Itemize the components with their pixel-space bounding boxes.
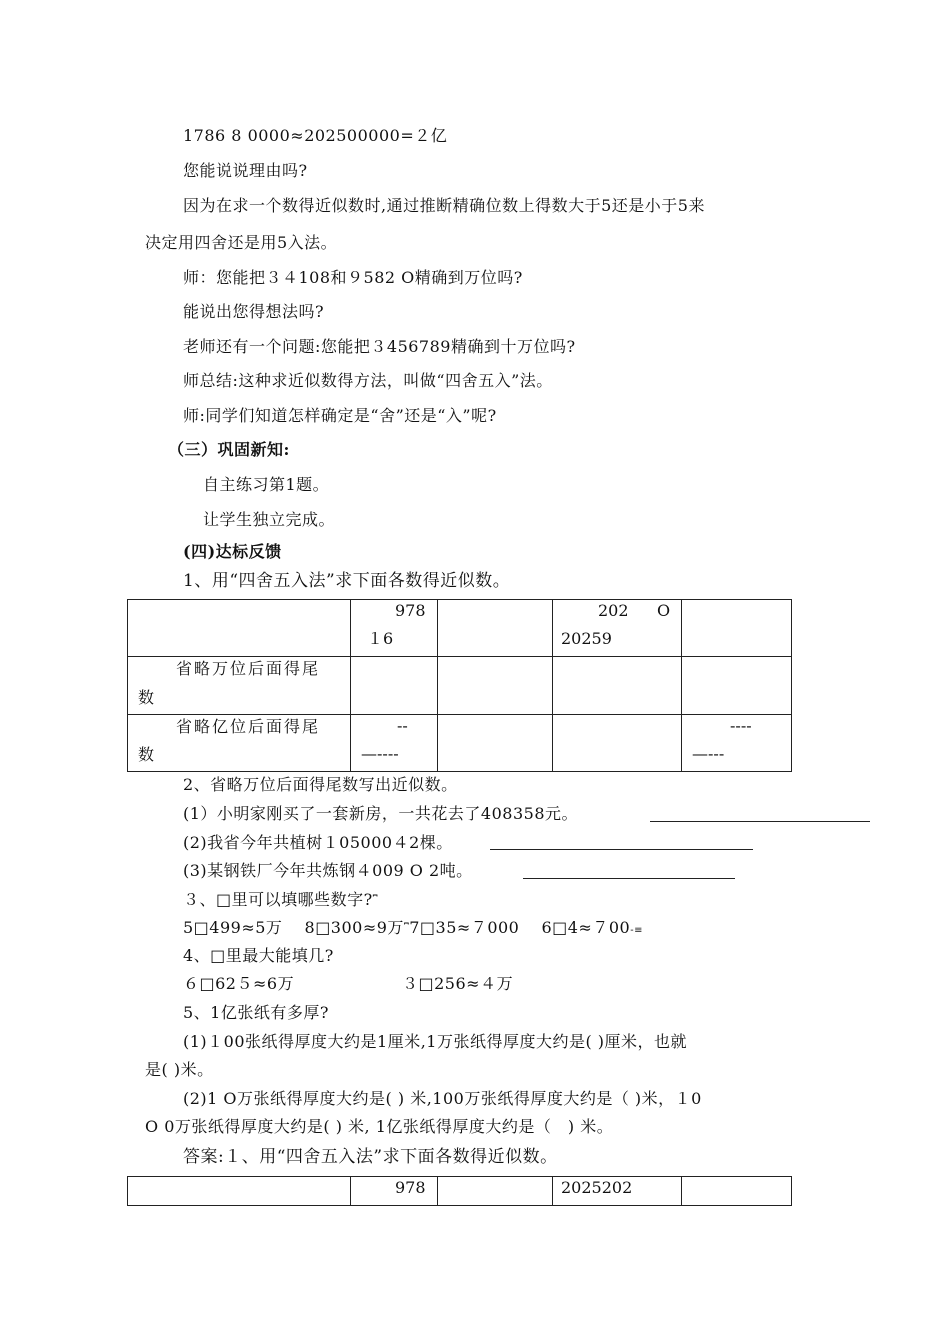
table-cell (351, 600, 438, 657)
question-title (183, 889, 378, 912)
table-cell (128, 1177, 351, 1206)
table-cell (553, 1177, 682, 1206)
cell-text: —--- (692, 744, 725, 763)
table-cell (351, 1177, 438, 1206)
paragraph-line: 师:同学们知道怎样确定是“舍”还是“入”呢? (183, 406, 497, 425)
row-header: 省略亿位后面得尾 (176, 717, 321, 736)
row-header: 数 (138, 688, 155, 707)
question-item: O 0万张纸得厚度大约是( ) 米, 1亿张纸得厚度大约是（ ) 米。 (145, 1117, 614, 1136)
table-cell (128, 657, 351, 715)
cell-text: 2025202 (561, 1178, 633, 1197)
paragraph-line: 因为在求一个数得近似数时,通过推断精确位数上得数大于5还是小于5来 (183, 196, 705, 215)
question-item: (2)1 O万张纸得厚度大约是( ) 米,100万张纸得厚度大约是（ )米，１0 (183, 1089, 702, 1108)
table-cell (438, 715, 553, 772)
table-cell (682, 715, 792, 772)
table-cell (351, 657, 438, 715)
question-title: 2、省略万位后面得尾数写出近似数。 (183, 775, 458, 794)
row-header: 数 (138, 745, 155, 764)
question-item: (2)我省今年共植树１05000４2棵。 (183, 833, 453, 852)
exercise-table (127, 599, 792, 772)
items-text: 7□35≈７000 6□4≈７00 (409, 918, 631, 937)
paragraph-line: 师总结:这种求近似数得方法，叫做“四舍五入”法。 (183, 371, 553, 390)
paragraph-line: 让学生独立完成。 (203, 510, 336, 529)
stray-mark: ⎴ (372, 894, 379, 908)
cell-text: -- (397, 716, 408, 735)
table-cell (438, 1177, 553, 1206)
table-cell (553, 657, 682, 715)
table-cell (682, 657, 792, 715)
cell-text: 978 (395, 1178, 426, 1197)
question-title-text: ３、□里可以填哪些数字? (183, 890, 373, 909)
cell-text: —---- (361, 744, 399, 763)
question-title: 4、□里最大能填几? (183, 946, 334, 965)
question-title: 1、用“四舍五入法”求下面各数得近似数。 (183, 571, 511, 591)
stray-mark: -≡ (630, 925, 643, 936)
table-cell (128, 715, 351, 772)
paragraph-line: 决定用四舍还是用5入法。 (145, 233, 338, 252)
table-cell (682, 1177, 792, 1206)
answer-title: 答案:１、用“四舍五入法”求下面各数得近似数。 (183, 1147, 558, 1167)
cell-text: 20259 (561, 629, 612, 648)
table-cell (553, 715, 682, 772)
table-cell (351, 715, 438, 772)
answer-blank[interactable] (650, 821, 870, 822)
row-header: 省略万位后面得尾 (176, 659, 321, 678)
equation-line: 1786 8 0000≈202500000=２亿 (183, 126, 448, 145)
cell-text: 202 (598, 601, 629, 620)
question-item: 是( )米。 (145, 1060, 214, 1079)
items-text: 5□499≈5万 8□300≈9万 (183, 918, 404, 937)
question-items (183, 917, 643, 942)
table-cell (128, 600, 351, 657)
table-cell (682, 600, 792, 657)
answer-table (127, 1176, 792, 1206)
section-heading: (四)达标反馈 (183, 542, 282, 561)
question-item: (1）小明家刚买了一套新房，一共花去了408358元。 (183, 804, 579, 823)
cell-text: 978 (395, 601, 426, 620)
question-title: 5、1亿张纸有多厚? (183, 1003, 329, 1022)
question-item: (3)某钢铁厂今年共炼钢４009 O 2吨。 (183, 861, 473, 880)
question-item: ３□256≈４万 (402, 974, 514, 993)
question-item: (1)１00张纸得厚度大约是1厘米,1万张纸得厚度大约是( )厘米，也就 (183, 1032, 688, 1051)
table-cell (553, 600, 682, 657)
paragraph-line: 能说出您得想法吗? (183, 302, 325, 321)
table-cell (438, 657, 553, 715)
table-cell (438, 600, 553, 657)
stray-mark: ⎴ (403, 922, 410, 936)
question-item: ６□62５≈6万 (183, 974, 295, 993)
question-line: 您能说说理由吗? (183, 161, 308, 180)
paragraph-line: 老师还有一个问题:您能把３456789精确到十万位吗? (183, 337, 576, 356)
answer-blank[interactable] (523, 878, 735, 879)
section-heading: （三）巩固新知: (168, 440, 290, 459)
paragraph-line: 师：您能把３４108和９582 O精确到万位吗? (183, 268, 523, 287)
cell-text: O (657, 601, 671, 620)
cell-text: ---- (730, 716, 752, 735)
answer-blank[interactable] (490, 849, 753, 850)
cell-text: １6 (367, 629, 394, 648)
paragraph-line: 自主练习第1题。 (203, 475, 330, 494)
